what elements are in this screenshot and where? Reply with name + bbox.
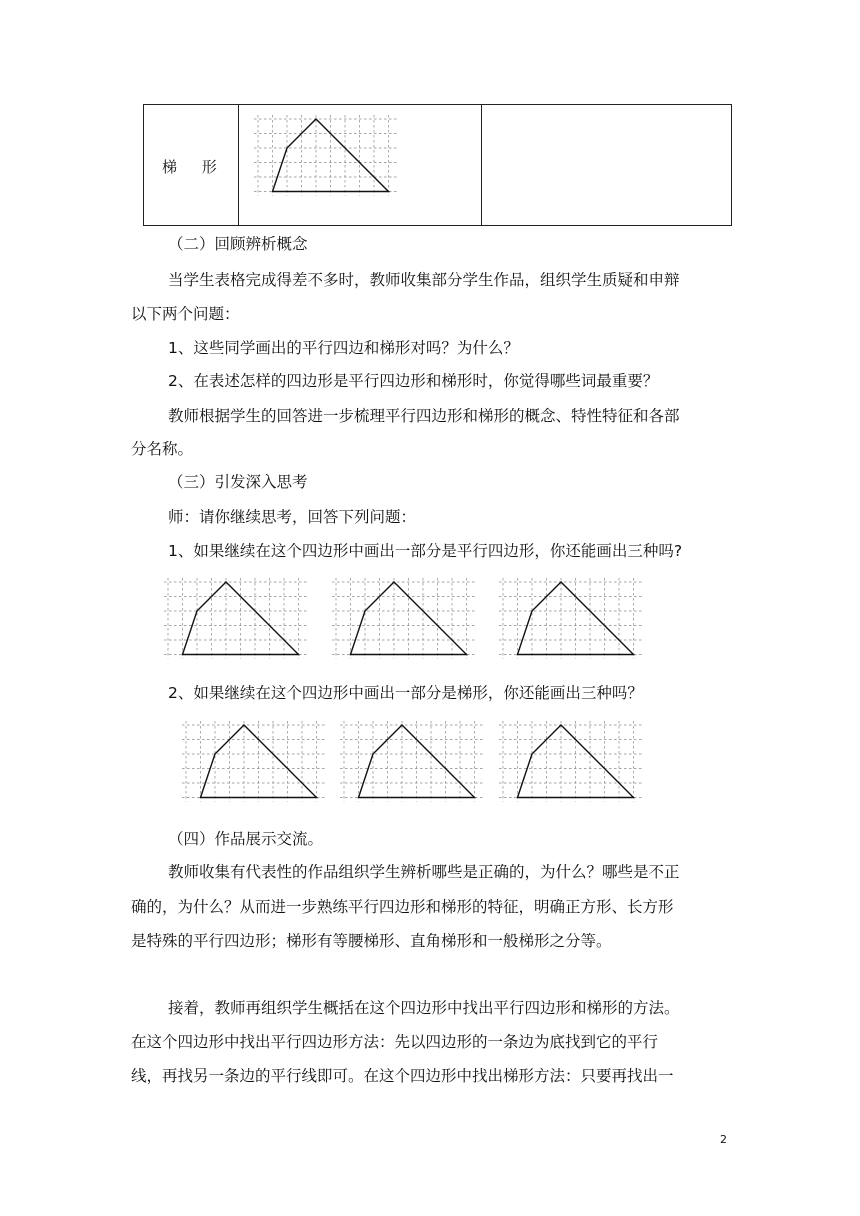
section-3-question-1: 1、如果继续在这个四边形中画出一部分是平行四边形，你还能画出三种吗? [168, 542, 683, 560]
row-label-trapezoid: 梯 形 [162, 158, 227, 176]
section-2-heading: （二）回顾辨析概念 [168, 235, 308, 253]
section-4-heading: （四）作品展示交流。 [168, 830, 324, 848]
section-4-paragraph-cont-2: 是特殊的平行四边形；梯形有等腰梯形、直角梯形和一般梯形之分等。 [131, 932, 612, 950]
summary-paragraph-cont-2: 线，再找另一条边的平行线即可。在这个四边形中找出梯形方法：只要再找出一 [131, 1067, 674, 1085]
trapezoid-grid-2 [340, 721, 485, 809]
section-2-paragraph-2: 教师根据学生的回答进一步梳理平行四边形和梯形的概念、特性特征和各部 [168, 407, 680, 425]
table-label-cell [144, 105, 239, 225]
page-number: 2 [720, 1133, 727, 1146]
parallelogram-grid-2 [332, 578, 477, 666]
section-4-paragraph: 教师收集有代表性的作品组织学生辨析哪些是正确的，为什么？哪些是不正 [168, 863, 680, 881]
table-quadrilateral-grid [254, 115, 399, 203]
question-2: 2、在表述怎样的四边形是平行四边形和梯形时，你觉得哪些词最重要？ [168, 372, 659, 390]
section-3-heading: （三）引发深入思考 [168, 473, 308, 491]
section-4-paragraph-cont-1: 确的，为什么？从而进一步熟练平行四边形和梯形的特征，明确正方形、长方形 [131, 898, 674, 916]
question-1: 1、这些同学画出的平行四边和梯形对吗？为什么？ [168, 339, 519, 357]
parallelogram-grid-1 [164, 578, 309, 666]
section-2-paragraph-1: 当学生表格完成得差不多时，教师收集部分学生作品，组织学生质疑和申辩 [168, 271, 680, 289]
section-3-intro: 师：请你继续思考，回答下列问题： [168, 508, 417, 526]
trapezoid-grid-3 [499, 721, 644, 809]
section-3-question-2: 2、如果继续在这个四边形中画出一部分是梯形，你还能画出三种吗？ [168, 684, 643, 702]
shape-table [143, 104, 732, 226]
table-answer-cell [482, 105, 731, 225]
section-2-paragraph-1-cont: 以下两个问题： [131, 305, 240, 323]
parallelogram-grid-3 [499, 578, 644, 666]
summary-paragraph-cont-1: 在这个四边形中找出平行四边形方法：先以四边形的一条边为底找到它的平行 [131, 1033, 659, 1051]
trapezoid-grid-1 [182, 721, 327, 809]
section-2-paragraph-2-cont: 分名称。 [131, 440, 194, 458]
summary-paragraph: 接着，教师再组织学生概括在这个四边形中找出平行四边形和梯形的方法。 [168, 999, 680, 1017]
